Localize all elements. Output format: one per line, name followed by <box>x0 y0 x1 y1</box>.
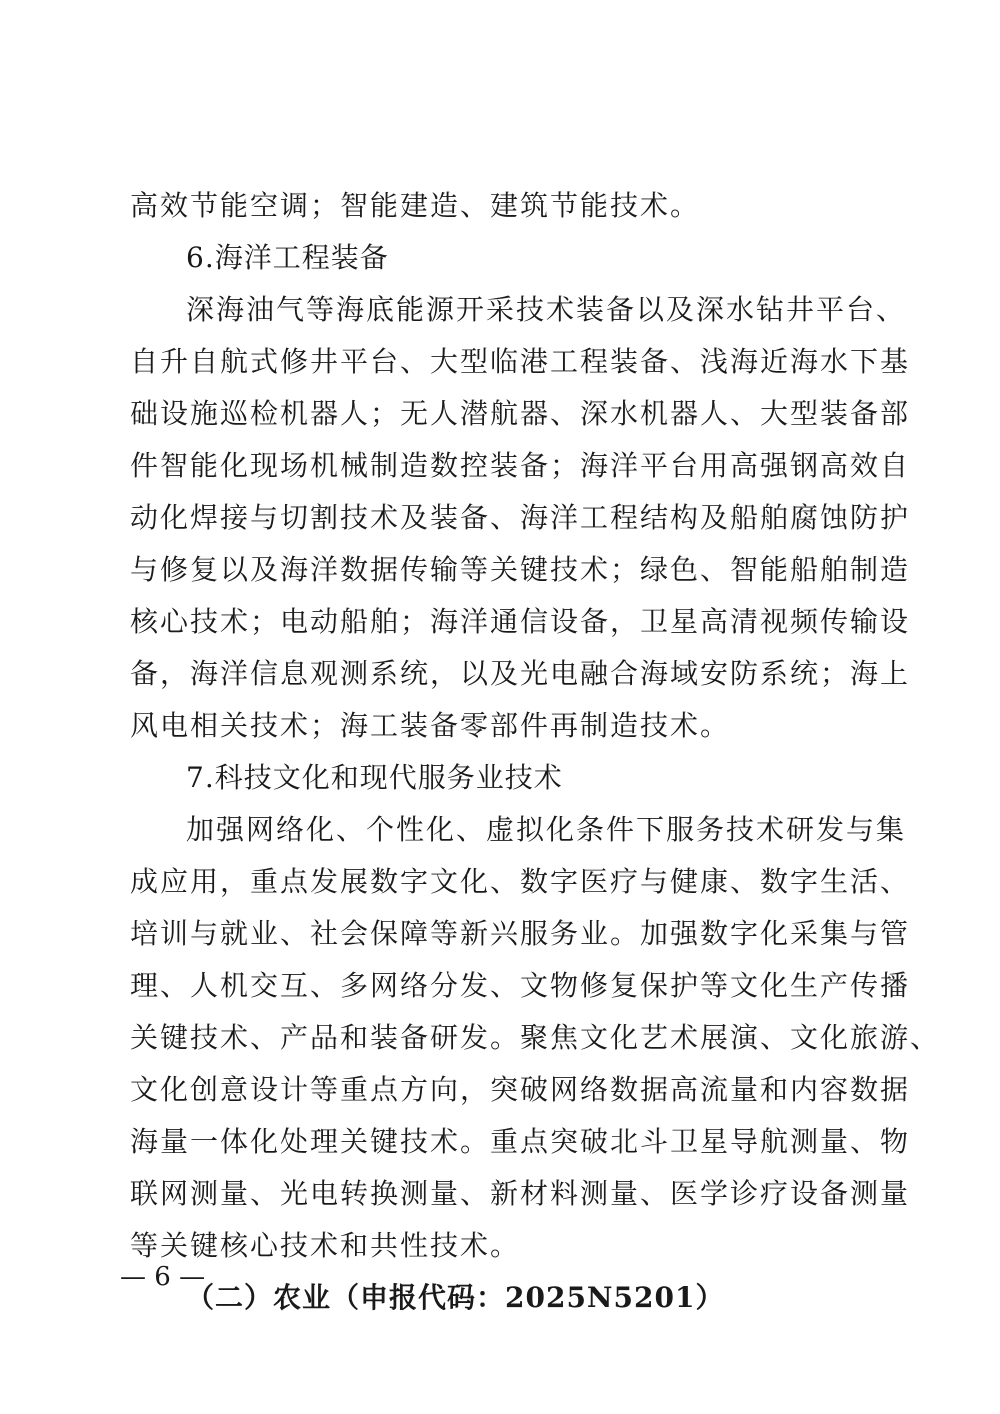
body-text-line: 文化创意设计等重点方向，突破网络数据高流量和内容数据 <box>130 1073 911 1106</box>
body-text-line: 深海油气等海底能源开采技术装备以及深水钻井平台、 <box>186 293 907 326</box>
body-text-line: 与修复以及海洋数据传输等关键技术；绿色、智能船舶制造 <box>130 553 911 586</box>
body-text-line: 自升自航式修井平台、大型临港工程装备、浅海近海水下基 <box>130 345 911 378</box>
body-text-line: 培训与就业、社会保障等新兴服务业。加强数字化采集与管 <box>130 917 911 950</box>
body-text-line: 风电相关技术；海工装备零部件再制造技术。 <box>130 709 731 742</box>
body-text-line: 动化焊接与切割技术及装备、海洋工程结构及船舶腐蚀防护 <box>130 501 911 534</box>
page-number: — 6 — <box>120 1262 206 1292</box>
document-body <box>130 180 941 1324</box>
body-text-line: 加强网络化、个性化、虚拟化条件下服务技术研发与集 <box>186 813 907 846</box>
section-heading: （二）农业（申报代码：2025N5201） <box>186 1281 725 1314</box>
body-text-line: 海量一体化处理关键技术。重点突破北斗卫星导航测量、物 <box>130 1125 911 1158</box>
body-text-line: 高效节能空调；智能建造、建筑节能技术。 <box>130 189 701 222</box>
subsection-heading: 7.科技文化和现代服务业技术 <box>186 761 563 794</box>
body-text-line: 核心技术；电动船舶；海洋通信设备，卫星高清视频传输设 <box>130 605 911 638</box>
body-text-line: 备，海洋信息观测系统，以及光电融合海域安防系统；海上 <box>130 657 911 690</box>
body-text-line: 件智能化现场机械制造数控装备；海洋平台用高强钢高效自 <box>130 449 911 482</box>
body-text-line: 联网测量、光电转换测量、新材料测量、医学诊疗设备测量 <box>130 1177 911 1210</box>
subsection-heading: 6.海洋工程装备 <box>186 241 389 274</box>
body-text-line: 关键技术、产品和装备研发。聚焦文化艺术展演、文化旅游、 <box>130 1021 941 1054</box>
body-text-line: 理、人机交互、多网络分发、文物修复保护等文化生产传播 <box>130 969 911 1002</box>
body-text-line: 等关键核心技术和共性技术。 <box>130 1229 521 1262</box>
body-text-line: 础设施巡检机器人；无人潜航器、深水机器人、大型装备部 <box>130 397 911 430</box>
body-text-line: 成应用，重点发展数字文化、数字医疗与健康、数字生活、 <box>130 865 911 898</box>
